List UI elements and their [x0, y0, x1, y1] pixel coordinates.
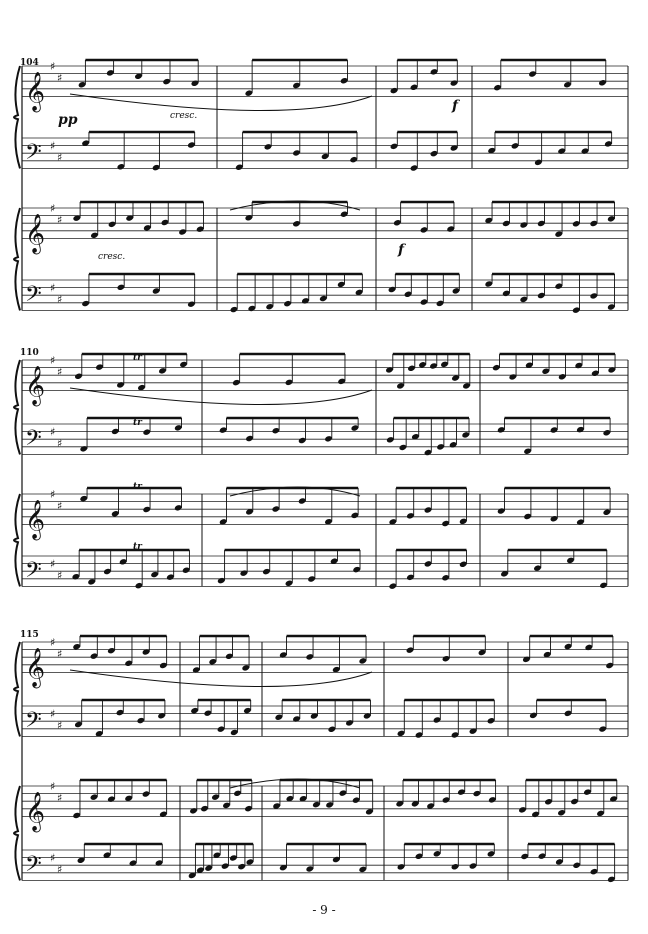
brace: [14, 208, 20, 310]
sharp-sign: ♯: [57, 293, 63, 306]
bass-clef: 𝄢: [25, 139, 42, 170]
sharp-sign: ♯: [50, 557, 56, 571]
sharp-sign: ♯: [50, 60, 56, 73]
treble-clef: 𝄞: [25, 365, 46, 406]
sharp-sign: ♯: [57, 569, 63, 582]
bass-clef: 𝄢: [25, 425, 42, 456]
trill-2: tr: [133, 418, 142, 428]
page-number: - 9 -: [312, 903, 336, 917]
dynamic-f-2: f: [398, 242, 405, 258]
sharp-sign: ♯: [50, 636, 56, 649]
sharp-sign: ♯: [57, 647, 63, 661]
sharp-sign: ♯: [50, 425, 56, 439]
sharp-sign: ♯: [57, 365, 63, 379]
sharp-sign: ♯: [57, 437, 63, 450]
sharp-sign: ♯: [50, 202, 56, 215]
sharp-sign: ♯: [57, 719, 63, 732]
treble-clef: 𝄞: [25, 71, 46, 112]
treble-clef: 𝄞: [25, 499, 46, 540]
measure-number-104: 104: [20, 58, 39, 68]
brace: [14, 642, 20, 736]
brace: [14, 66, 20, 168]
sharp-sign: ♯: [57, 151, 63, 164]
bass-clef: 𝄢: [25, 851, 42, 882]
sharp-sign: ♯: [50, 488, 56, 501]
sharp-sign: ♯: [50, 780, 56, 793]
brace: [14, 494, 20, 586]
sharp-sign: ♯: [50, 281, 56, 295]
sharp-sign: ♯: [57, 213, 63, 227]
measure-number-115: 115: [20, 630, 39, 640]
sharp-sign: ♯: [57, 791, 63, 805]
trill-3: tr: [133, 482, 142, 492]
sharp-sign: ♯: [57, 863, 63, 876]
sharp-sign: ♯: [50, 707, 56, 721]
cresc-2: cresc.: [98, 252, 126, 262]
cresc-1: cresc.: [170, 111, 198, 121]
brace: [14, 360, 20, 454]
dynamic-f-1: f: [452, 98, 459, 114]
treble-clef: 𝄞: [25, 791, 46, 832]
trill-4: tr: [133, 542, 142, 552]
bass-clef: 𝄢: [25, 281, 42, 312]
brace: [14, 786, 20, 880]
dynamic-pp: pp: [58, 112, 78, 128]
sharp-sign: ♯: [50, 139, 56, 153]
treble-clef: 𝄞: [25, 213, 46, 254]
bass-clef: 𝄢: [25, 557, 42, 588]
treble-clef: 𝄞: [25, 647, 46, 688]
sharp-sign: ♯: [50, 851, 56, 865]
bass-clef: 𝄢: [25, 707, 42, 738]
sharp-sign: ♯: [57, 499, 63, 513]
trill-1: tr: [133, 353, 142, 363]
sharp-sign: ♯: [50, 354, 56, 367]
sharp-sign: ♯: [57, 71, 63, 85]
measure-number-110: 110: [20, 348, 39, 358]
